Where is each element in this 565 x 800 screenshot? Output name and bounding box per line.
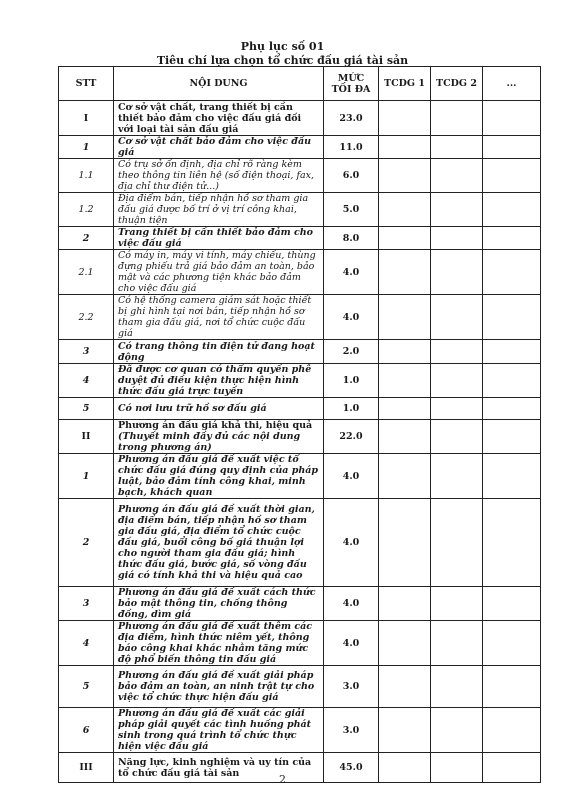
row-stt: 4	[59, 621, 114, 666]
row-content: Cơ sở vật chất bảo đảm cho việc đấu giá	[114, 136, 324, 159]
row-max-score: 4.0	[324, 250, 379, 295]
row-more	[483, 250, 541, 295]
row-stt: 2.1	[59, 250, 114, 295]
row-content: Phương án đấu giá đề xuất giải pháp bảo đảm an toàn, an ninh trật tự cho việc tổ chức thực hiện đấu giá	[114, 666, 324, 708]
row-max-score: 4.0	[324, 587, 379, 621]
table-row	[59, 708, 541, 753]
row-stt: 2.2	[59, 295, 114, 340]
row-tcdg-1	[379, 621, 431, 666]
row-content: Phương án đấu giá đề xuất cách thức bảo mật thông tin, chống thông đồng, dìm giá	[114, 587, 324, 621]
row-content: Năng lực, kinh nghiệm và uy tín của tổ chức đấu giá tài sản	[114, 753, 324, 783]
row-content: Cơ sở vật chất, trang thiết bị cần thiết bảo đảm cho việc đấu giá đối với loại tài sản đấu giá	[114, 101, 324, 136]
row-stt: 3	[59, 587, 114, 621]
header-content: NỘI DUNG	[114, 67, 324, 101]
row-more	[483, 420, 541, 454]
table-header-row	[59, 67, 541, 101]
row-max-score: 4.0	[324, 499, 379, 587]
row-stt: 1.1	[59, 159, 114, 193]
row-tcdg-2	[431, 587, 483, 621]
row-content: Phương án đấu giá đề xuất các giải pháp giải quyết các tình huống phát sinh trong quá trình tổ chức thực hiện việc đấu giá	[114, 708, 324, 753]
table-row	[59, 364, 541, 398]
row-tcdg-2	[431, 159, 483, 193]
row-more	[483, 101, 541, 136]
row-more	[483, 227, 541, 250]
row-max-score: 45.0	[324, 753, 379, 783]
row-more	[483, 295, 541, 340]
row-tcdg-2	[431, 666, 483, 708]
table-row	[59, 587, 541, 621]
row-more	[483, 193, 541, 227]
row-stt: 3	[59, 340, 114, 364]
row-more	[483, 708, 541, 753]
criteria-body	[59, 101, 541, 783]
table-row	[59, 101, 541, 136]
table-row	[59, 420, 541, 454]
row-more	[483, 666, 541, 708]
row-max-score: 23.0	[324, 101, 379, 136]
header-tcdg-1: TCDG 1	[379, 67, 431, 101]
row-more	[483, 340, 541, 364]
row-more	[483, 159, 541, 193]
row-tcdg-2	[431, 708, 483, 753]
row-content: Có trang thông tin điện tử đang hoạt động	[114, 340, 324, 364]
row-stt: III	[59, 753, 114, 783]
table-row	[59, 666, 541, 708]
table-row	[59, 295, 541, 340]
row-tcdg-1	[379, 136, 431, 159]
table-row	[59, 250, 541, 295]
row-stt: 1	[59, 136, 114, 159]
row-stt: 2	[59, 227, 114, 250]
row-content: Phương án đấu giá đề xuất thêm các địa điểm, hình thức niêm yết, thông báo công khai khác nhằm tăng mức độ phổ biến thông tin đấu giá	[114, 621, 324, 666]
row-tcdg-1	[379, 227, 431, 250]
row-max-score: 5.0	[324, 193, 379, 227]
header-stt: STT	[59, 67, 114, 101]
row-tcdg-1	[379, 340, 431, 364]
row-tcdg-1	[379, 295, 431, 340]
table-row	[59, 454, 541, 499]
header-tcdg-2: TCDG 2	[431, 67, 483, 101]
row-content: Phương án đấu giá đề xuất việc tổ chức đấu giá đúng quy định của pháp luật, bảo đảm tính công khai, minh bạch, khách quan	[114, 454, 324, 499]
row-tcdg-2	[431, 454, 483, 499]
table-row	[59, 499, 541, 587]
row-tcdg-2	[431, 340, 483, 364]
row-max-score: 1.0	[324, 364, 379, 398]
appendix-label: Phụ lục số 01	[240, 40, 325, 53]
row-tcdg-2	[431, 193, 483, 227]
header-max-score: MỨC TỐI ĐA	[324, 67, 379, 101]
row-more	[483, 587, 541, 621]
row-content-note: (Thuyết minh đầy đủ các nội dung trong phương án)	[118, 431, 301, 453]
row-content: Có nơi lưu trữ hồ sơ đấu giá	[114, 398, 324, 420]
row-more	[483, 364, 541, 398]
row-tcdg-1	[379, 454, 431, 499]
row-more	[483, 136, 541, 159]
row-content	[114, 420, 324, 454]
row-tcdg-1	[379, 398, 431, 420]
row-tcdg-1	[379, 499, 431, 587]
row-content: Địa điểm bán, tiếp nhận hồ sơ tham gia đấu giá được bố trí ở vị trí công khai, thuận tiện	[114, 193, 324, 227]
row-tcdg-1	[379, 708, 431, 753]
row-max-score: 1.0	[324, 398, 379, 420]
row-stt: 6	[59, 708, 114, 753]
row-tcdg-2	[431, 420, 483, 454]
row-stt: 1	[59, 454, 114, 499]
row-max-score: 8.0	[324, 227, 379, 250]
table-row	[59, 193, 541, 227]
row-tcdg-1	[379, 364, 431, 398]
row-max-score: 22.0	[324, 420, 379, 454]
row-tcdg-1	[379, 193, 431, 227]
row-max-score: 4.0	[324, 621, 379, 666]
row-content: Trang thiết bị cần thiết bảo đảm cho việc đấu giá	[114, 227, 324, 250]
row-content: Có trụ sở ổn định, địa chỉ rõ ràng kèm theo thông tin liên hệ (số điện thoại, fax, địa chỉ thư điện tử...)	[114, 159, 324, 193]
row-more	[483, 398, 541, 420]
row-more	[483, 499, 541, 587]
row-max-score: 3.0	[324, 666, 379, 708]
row-tcdg-1	[379, 159, 431, 193]
row-tcdg-2	[431, 227, 483, 250]
row-tcdg-2	[431, 398, 483, 420]
row-content-main: Phương án đấu giá khả thi, hiệu quả	[118, 420, 313, 431]
row-max-score: 3.0	[324, 708, 379, 753]
row-tcdg-1	[379, 587, 431, 621]
table-row	[59, 159, 541, 193]
row-tcdg-2	[431, 364, 483, 398]
row-stt: 5	[59, 398, 114, 420]
row-stt: I	[59, 101, 114, 136]
criteria-table	[58, 66, 541, 783]
row-tcdg-1	[379, 250, 431, 295]
row-stt: 1.2	[59, 193, 114, 227]
page-title: Tiêu chí lựa chọn tổ chức đấu giá tài sản	[156, 54, 409, 67]
row-tcdg-2	[431, 101, 483, 136]
row-more	[483, 621, 541, 666]
row-content: Có hệ thống camera giám sát hoặc thiết bị ghi hình tại nơi bán, tiếp nhận hồ sơ tham gia đấu giá, nơi tổ chức cuộc đấu giá	[114, 295, 324, 340]
row-stt: II	[59, 420, 114, 454]
row-max-score: 6.0	[324, 159, 379, 193]
row-more	[483, 454, 541, 499]
row-max-score: 2.0	[324, 340, 379, 364]
row-max-score: 11.0	[324, 136, 379, 159]
header-more: ...	[483, 67, 541, 101]
row-tcdg-2	[431, 250, 483, 295]
table-row	[59, 340, 541, 364]
row-tcdg-2	[431, 621, 483, 666]
table-row	[59, 621, 541, 666]
table-row	[59, 227, 541, 250]
row-tcdg-2	[431, 136, 483, 159]
page-number: 2	[279, 773, 286, 786]
row-stt: 5	[59, 666, 114, 708]
table-row	[59, 398, 541, 420]
row-tcdg-2	[431, 295, 483, 340]
row-tcdg-2	[431, 499, 483, 587]
row-content: Phương án đấu giá đề xuất thời gian, địa điểm bán, tiếp nhận hồ sơ tham gia đấu giá, địa điểm tổ chức cuộc đấu giá, buổi công bố giá thuận lợi cho người tham gia đấu giá; hình thức đấu giá, bước giá, số vòng đấu giá có tính khả thi và hiệu quả cao	[114, 499, 324, 587]
row-stt: 4	[59, 364, 114, 398]
row-tcdg-1	[379, 666, 431, 708]
row-stt: 2	[59, 499, 114, 587]
row-max-score: 4.0	[324, 295, 379, 340]
row-content: Đã được cơ quan có thẩm quyền phê duyệt đủ điều kiện thực hiện hình thức đấu giá trực tuyến	[114, 364, 324, 398]
row-tcdg-1	[379, 101, 431, 136]
row-content: Có máy in, máy vi tính, máy chiếu, thùng đựng phiếu trả giá bảo đảm an toàn, bảo mật và các phương tiện khác bảo đảm cho việc đấu giá	[114, 250, 324, 295]
table-row	[59, 136, 541, 159]
row-max-score: 4.0	[324, 454, 379, 499]
row-tcdg-1	[379, 420, 431, 454]
